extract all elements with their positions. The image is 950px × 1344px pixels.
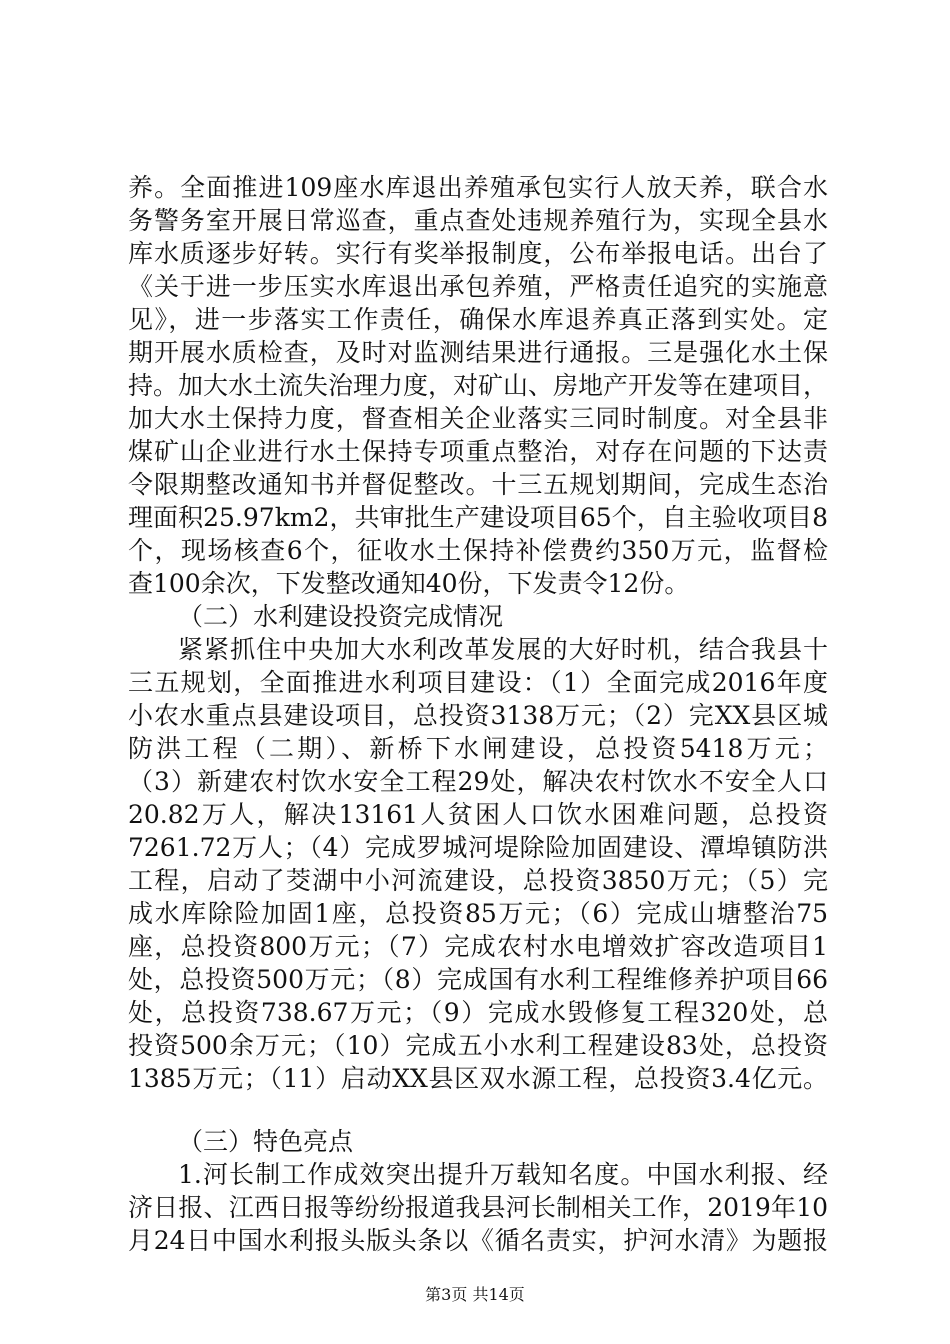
text-line: （3）新建农村饮水安全工程29处，解决农村饮水不安全人口	[128, 767, 828, 796]
text-line: 养。全面推进109座水库退出养殖承包实行人放天养，联合水	[128, 173, 828, 202]
text-line: 持。加大水土流失治理力度，对矿山、房地产开发等在建项目，	[128, 371, 828, 400]
text-line: 处，总投资500万元；（8）完成国有水利工程维修养护项目66	[128, 965, 828, 994]
text-line: 7261.72万人；（4）完成罗城河堤除险加固建设、潭埠镇防洪	[128, 833, 828, 862]
text-line: 月24日中国水利报头版头条以《循名责实，护河水清》为题报	[128, 1226, 828, 1255]
text-line: 个，现场核查6个，征收水土保持补偿费约350万元，监督检	[128, 536, 828, 565]
page-footer: 第3页 共14页	[425, 1285, 525, 1304]
paragraph-first-line: 紧紧抓住中央加大水利改革发展的大好时机，结合我县十	[178, 635, 828, 664]
text-line: 成水库除险加固1座，总投资85万元；（6）完成山塘整治75	[128, 899, 828, 928]
text-line: 查100余次，下发整改通知40份，下发责令12份。	[128, 569, 690, 598]
text-line: 投资500余万元；（10）完成五小水利工程建设83处，总投资	[128, 1031, 828, 1060]
text-line: 20.82万人，解决13161人贫困人口饮水困难问题，总投资	[128, 800, 828, 829]
section-heading: （二）水利建设投资完成情况	[178, 602, 504, 631]
text-line: 小农水重点县建设项目，总投资3138万元；（2）完XX县区城	[128, 701, 828, 730]
text-line: 煤矿山企业进行水土保持专项重点整治，对存在问题的下达责	[128, 437, 828, 466]
text-line: 库水质逐步好转。实行有奖举报制度，公布举报电话。出台了	[128, 239, 828, 268]
paragraph-first-line: 1.河长制工作成效突出提升万载知名度。中国水利报、经	[178, 1160, 828, 1189]
text-line: 期开展水质检查，及时对监测结果进行通报。三是强化水土保	[128, 338, 828, 367]
text-line: 令限期整改通知书并督促整改。十三五规划期间，完成生态治	[128, 470, 828, 499]
text-line-hidden-guard	[128, 1193, 828, 1223]
text-line: 《关于进一步压实水库退出承包养殖，严格责任追究的实施意	[128, 272, 828, 301]
section-heading: （三）特色亮点	[178, 1127, 354, 1156]
text-line: 防洪工程（二期）、新桥下水闸建设，总投资5418万元；	[128, 734, 828, 763]
text-line: 理面积25.97km2，共审批生产建设项目65个，自主验收项目8	[128, 503, 828, 532]
text-line: 处，总投资738.67万元；（9）完成水毁修复工程320处，总	[128, 998, 828, 1027]
text-line: 座，总投资800万元；（7）完成农村水电增效扩容改造项目1	[128, 932, 828, 961]
text-line: 济日报、江西日报等纷纷报道我县河长制相关工作，2019年10	[128, 1193, 828, 1222]
text-line: 见》，进一步落实工作责任，确保水库退养真正落到实处。定	[128, 305, 828, 334]
text-line: 1385万元；（11）启动XX县区双水源工程，总投资3.4亿元。	[128, 1064, 828, 1093]
text-line: 加大水土保持力度，督查相关企业落实三同时制度。对全县非	[128, 404, 828, 433]
text-line: 务警务室开展日常巡查，重点查处违规养殖行为，实现全县水	[128, 206, 828, 235]
text-line: 三五规划，全面推进水利项目建设：（1）全面完成2016年度	[128, 668, 828, 697]
text-line: 工程，启动了茭湖中小河流建设，总投资3850万元；（5）完	[128, 866, 828, 895]
